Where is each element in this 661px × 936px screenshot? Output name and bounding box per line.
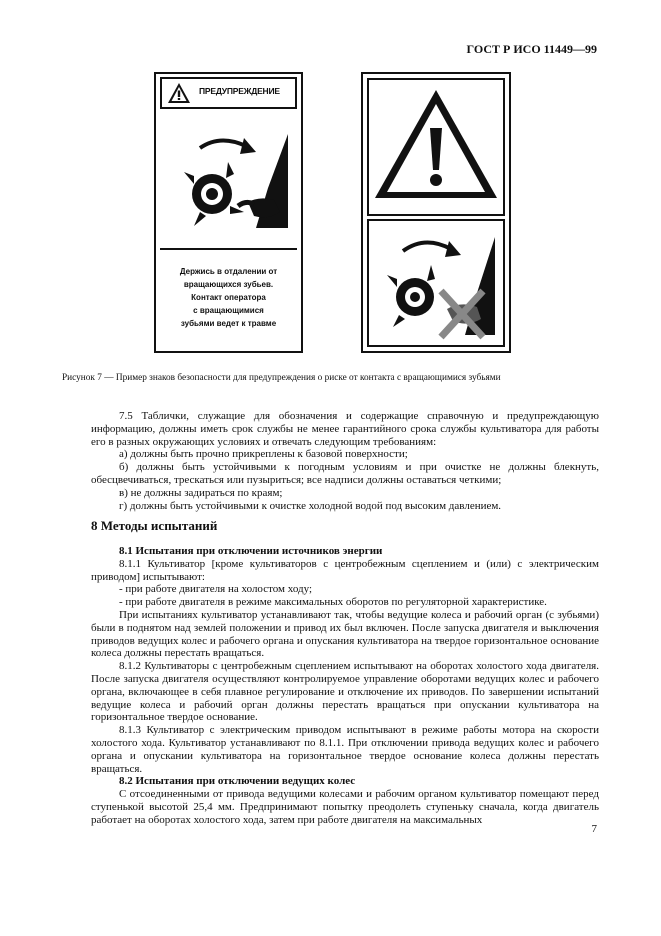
paragraph: С отсоединенными от привода ведущими колесами и рабочим органом культиватор помещают перед ступенькой высотой 25,4 мм. Предпринимают попытку преодолеть ступеньку сначала, когда двигатель работает на оборотах холостого хода, затем при работе двигателя на максимальных: [91, 788, 599, 826]
sign-header: [160, 77, 297, 109]
section-heading: 8 Методы испытаний: [91, 518, 218, 533]
rotating-tines-hand-icon: [160, 116, 297, 244]
sign-text-line: Держись в отдалении от: [179, 267, 278, 276]
page-number: 7: [591, 823, 597, 835]
list-item: - при работе двигателя на холостом ходу;: [119, 583, 313, 596]
subsection-heading: 8.2 Испытания при отключении ведущих колес: [119, 775, 356, 788]
paragraph: 7.5 Таблички, служащие для обозначения и содержащие справочную и предупреждающую информацию, должны иметь срок службы не менее гарантийного срока службы культиватора для работы его в разных окружающих условиях и отвечать следующим требованиям:: [91, 410, 599, 448]
list-item: а) должны быть прочно прикреплены к базовой поверхности;: [119, 448, 408, 461]
list-item: б) должны быть устойчивыми к погодным условиям и при очистке не должны блекнуть, обесцвечиваться, трескаться или пузыриться; все надписи должны оставаться четкими;: [91, 461, 599, 486]
sign-text-line: с вращающимися: [193, 306, 264, 315]
sign-text-line: Контакт оператора: [191, 293, 266, 302]
sign-triangle-panel: [367, 78, 505, 216]
warning-sign-text: [154, 72, 303, 353]
sign-warning-text: [160, 248, 297, 346]
warning-sign-pictogram: [361, 72, 511, 353]
section-8-content: [91, 545, 599, 827]
warning-triangle-icon: [167, 82, 191, 104]
paragraph: При испытаниях культиватор устанавливают так, чтобы ведущие колеса и рабочий орган (с зубьями) были в поднятом над землей положении и привод их был включен. После запуска двигателя и выключения приводов ведущих колес и рабочего органа и опускания культиватора на твердое горизонтальное основание колеса должны перестать вращаться.: [91, 608, 599, 660]
paragraph: 8.1.1 Культиватор [кроме культиваторов с центробежным сцеплением и (или) с электрическим приводом] испытывают:: [91, 557, 599, 583]
list-item: г) должны быть устойчивыми к очистке холодной водой под высоким давлением.: [119, 499, 502, 512]
sign-text-line: зубьями ведет к травме: [180, 319, 277, 328]
list-item: - при работе двигателя в режиме максимальных оборотов по регуляторной характеристике.: [119, 596, 547, 609]
list-item: в) не должны задираться по краям;: [119, 486, 283, 499]
sign-text-line: вращающихся зубьев.: [183, 280, 274, 289]
sign-pictogram-panel: [367, 219, 505, 347]
section-8: [91, 520, 599, 533]
document-code: ГОСТ Р ИСО 11449—99: [466, 42, 597, 56]
paragraph: 8.1.3 Культиватор с электрическим приводом испытывают в режиме работы мотора на скорости холостого хода. Культиватор устанавливают по 8.1.1. При отключении привода ведущих колес и рабочего органа и опускании культиватора на горизонтальное твердое основание колеса должны перестать вращаться.: [91, 724, 599, 775]
figure-caption: Рисунок 7 — Пример знаков безопасности для предупреждения о риске от контакта с вращающимися зубьями: [62, 373, 501, 383]
paragraph: 8.1.2 Культиваторы с центробежным сцеплением испытывают на оборотах холостого хода двигателя. После запуска двигателя осуществляют контролируемое управление оборотами ведущих колес и рабочего органа, включающее в себя плавное регулирование и отключение их приводов. По завершении испытаний ведущие колеса и рабочий орган должны перестать вращаться при опускании культиватора на горизонтальное твердое основание.: [91, 660, 599, 724]
subsection-heading: 8.1 Испытания при отключении источников энергии: [119, 545, 383, 557]
sign-header-label: ПРЕДУПРЕЖДЕНИЕ: [199, 86, 280, 96]
section-7-5: [91, 410, 599, 512]
no-hand-rotating-tines-icon: [369, 221, 503, 345]
exclamation-triangle-icon: [369, 80, 503, 214]
